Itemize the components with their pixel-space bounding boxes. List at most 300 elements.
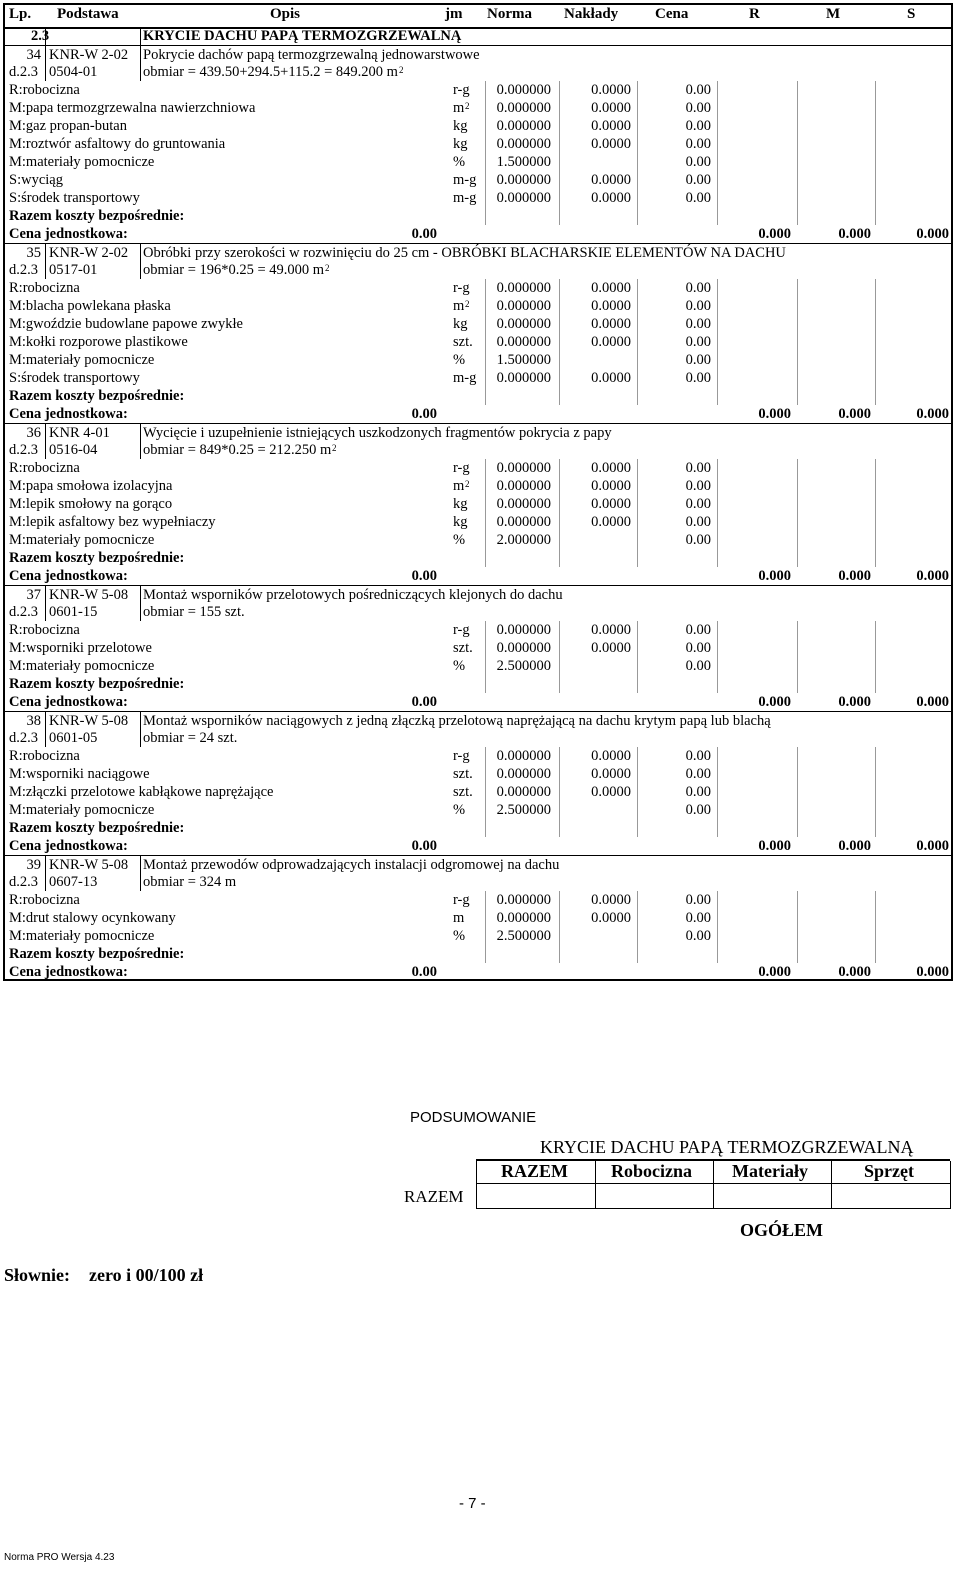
resource-row xyxy=(5,621,951,639)
position-row xyxy=(5,855,951,874)
resource-name: M:gaz propan-butan xyxy=(9,118,127,134)
resource-naklady: 0.0000 xyxy=(591,478,631,494)
resource-row xyxy=(5,333,951,351)
resource-norma: 0.000000 xyxy=(496,892,551,908)
column-divider xyxy=(875,891,876,963)
razem-label: Razem koszty bezpośrednie: xyxy=(9,946,185,962)
resource-unit: % xyxy=(453,658,466,674)
column-divider xyxy=(637,81,638,225)
resource-unit: r-g xyxy=(453,892,470,908)
resource-unit: % xyxy=(453,352,466,368)
resource-naklady: 0.0000 xyxy=(591,370,631,386)
resource-row xyxy=(5,315,951,333)
resource-naklady: 0.0000 xyxy=(591,280,631,296)
position-lp: 36 xyxy=(26,425,41,441)
resource-unit: m xyxy=(453,910,465,926)
resource-name: M:kołki rozporowe plastikowe xyxy=(9,334,188,350)
resource-name: M:materiały pomocnicze xyxy=(9,928,155,944)
header-cena: Cena xyxy=(655,6,689,22)
total-m: 0.000 xyxy=(838,838,871,854)
resource-unit: szt. xyxy=(453,334,473,350)
resource-cena: 0.00 xyxy=(685,316,711,332)
total-s: 0.000 xyxy=(916,406,949,422)
column-divider xyxy=(559,747,560,837)
resource-row xyxy=(5,153,951,171)
resource-naklady: 0.0000 xyxy=(591,82,631,98)
column-divider xyxy=(797,459,798,567)
summary-col-sprzet: Sprzęt xyxy=(864,1161,914,1181)
header-lp: Lp. xyxy=(9,6,32,22)
column-divider xyxy=(637,279,638,405)
total-s: 0.000 xyxy=(916,694,949,710)
position-obmiar-row xyxy=(5,603,951,621)
column-divider xyxy=(45,45,46,81)
resource-naklady: 0.0000 xyxy=(591,766,631,782)
resource-row xyxy=(5,927,951,945)
resource-norma: 0.000000 xyxy=(496,280,551,296)
resource-naklady: 0.0000 xyxy=(591,460,631,476)
cena-jednostkowa-label: Cena jednostkowa: xyxy=(9,838,128,854)
position-obmiar-row xyxy=(5,261,951,279)
table-header xyxy=(5,5,951,29)
razem-label: Razem koszty bezpośrednie: xyxy=(9,820,185,836)
resource-name: M:wsporniki przelotowe xyxy=(9,640,152,656)
resource-naklady: 0.0000 xyxy=(591,172,631,188)
resource-row xyxy=(5,351,951,369)
slownie-value: zero i 00/100 zł xyxy=(89,1265,204,1285)
header-opis: Opis xyxy=(270,6,301,22)
resource-unit: r-g xyxy=(453,460,470,476)
resource-cena: 0.00 xyxy=(685,910,711,926)
resource-norma: 0.000000 xyxy=(496,496,551,512)
resource-row xyxy=(5,189,951,207)
resource-cena: 0.00 xyxy=(685,100,711,116)
resource-row xyxy=(5,369,951,387)
position-dnum: d.2.3 xyxy=(9,874,38,890)
column-divider xyxy=(559,621,560,693)
resource-name: M:lepik smołowy na gorąco xyxy=(9,496,173,512)
total-s: 0.000 xyxy=(916,568,949,584)
resource-cena: 0.00 xyxy=(685,280,711,296)
resource-cena: 0.00 xyxy=(685,496,711,512)
position-dnum: d.2.3 xyxy=(9,64,38,80)
position-obmiar: obmiar = 324 m xyxy=(143,874,237,890)
total-s: 0.000 xyxy=(916,964,949,980)
resource-naklady: 0.0000 xyxy=(591,190,631,206)
position-podstawa: KNR 4-01 xyxy=(49,425,110,441)
program-version: Norma PRO Wersja 4.23 xyxy=(4,1552,115,1563)
position-podstawa: KNR-W 2-02 xyxy=(49,47,129,63)
resource-naklady: 0.0000 xyxy=(591,334,631,350)
resource-norma: 0.000000 xyxy=(496,334,551,350)
resource-naklady: 0.0000 xyxy=(591,316,631,332)
column-divider xyxy=(485,747,486,837)
resource-unit: szt. xyxy=(453,766,473,782)
resource-name: M:papa smołowa izolacyjna xyxy=(9,478,173,494)
cena-jednostkowa-label: Cena jednostkowa: xyxy=(9,568,128,584)
resource-row xyxy=(5,117,951,135)
resource-cena: 0.00 xyxy=(685,136,711,152)
column-divider xyxy=(485,459,486,567)
razem-row xyxy=(5,945,951,963)
resource-row xyxy=(5,297,951,315)
resource-norma: 0.000000 xyxy=(496,172,551,188)
resource-norma: 0.000000 xyxy=(496,460,551,476)
resource-row xyxy=(5,639,951,657)
resource-row xyxy=(5,513,951,531)
total-m: 0.000 xyxy=(838,694,871,710)
resource-name: M:złączki przelotowe kabłąkowe naprężające xyxy=(9,784,274,800)
position-row xyxy=(5,711,951,730)
resource-row xyxy=(5,81,951,99)
resource-name: M:drut stalowy ocynkowany xyxy=(9,910,176,926)
column-divider xyxy=(485,279,486,405)
resource-norma: 0.000000 xyxy=(496,514,551,530)
summary-col-robocizna: Robocizna xyxy=(611,1161,692,1181)
resource-name: R:robocizna xyxy=(9,82,80,98)
resource-row xyxy=(5,495,951,513)
position-obmiar: obmiar = 196*0.25 = 49.000 m xyxy=(143,262,325,278)
column-divider xyxy=(140,243,141,279)
resource-norma: 0.000000 xyxy=(496,136,551,152)
razem-row xyxy=(5,675,951,693)
position-podstawa: KNR-W 5-08 xyxy=(49,587,129,603)
position-description: Montaż wsporników przelotowych pośredniczących klejonych do dachu xyxy=(143,587,563,603)
resource-row xyxy=(5,765,951,783)
column-divider xyxy=(140,711,141,747)
razem-row xyxy=(5,207,951,225)
section-title: KRYCIE DACHU PAPĄ TERMOZGRZEWALNĄ xyxy=(143,28,462,44)
resource-unit: m xyxy=(453,478,465,494)
resource-norma: 0.000000 xyxy=(496,100,551,116)
position-podstawa: KNR-W 5-08 xyxy=(49,713,129,729)
total-r: 0.000 xyxy=(758,964,791,980)
resource-name: S:wyciąg xyxy=(9,172,63,188)
resource-unit: % xyxy=(453,928,466,944)
resource-cena: 0.00 xyxy=(685,802,711,818)
resource-name: M:papa termozgrzewalna nawierzchniowa xyxy=(9,100,256,116)
resource-row xyxy=(5,657,951,675)
header-podstawa: Podstawa xyxy=(57,6,119,22)
cena-jednostkowa-value: 0.00 xyxy=(411,838,437,854)
column-divider xyxy=(717,459,718,567)
resource-norma: 0.000000 xyxy=(496,298,551,314)
resource-cena: 0.00 xyxy=(685,892,711,908)
position-row xyxy=(5,585,951,604)
column-divider xyxy=(717,621,718,693)
resource-norma: 1.500000 xyxy=(496,352,551,368)
cena-jednostkowa-value: 0.00 xyxy=(411,226,437,242)
resource-norma: 1.500000 xyxy=(496,154,551,170)
position-obmiar-row xyxy=(5,63,951,81)
position-obmiar: obmiar = 849*0.25 = 212.250 m xyxy=(143,442,332,458)
razem-row xyxy=(5,819,951,837)
total-r: 0.000 xyxy=(758,838,791,854)
resource-cena: 0.00 xyxy=(685,298,711,314)
position-lp: 34 xyxy=(26,47,41,63)
obmiar-unit-superscript: 2 xyxy=(399,65,404,75)
resource-row xyxy=(5,477,951,495)
column-divider xyxy=(559,81,560,225)
column-divider xyxy=(875,81,876,225)
resource-name: R:robocizna xyxy=(9,622,80,638)
section-row xyxy=(5,27,951,45)
summary-section-title: KRYCIE DACHU PAPĄ TERMOZGRZEWALNĄ xyxy=(540,1137,914,1157)
resource-name: M:materiały pomocnicze xyxy=(9,352,155,368)
column-divider xyxy=(637,891,638,963)
column-divider xyxy=(45,855,46,891)
resource-unit: kg xyxy=(453,496,468,512)
resource-norma: 0.000000 xyxy=(496,118,551,134)
cena-jednostkowa-value: 0.00 xyxy=(411,406,437,422)
obmiar-unit-superscript: 2 xyxy=(325,263,330,273)
resource-unit: m-g xyxy=(453,190,477,206)
resource-norma: 2.500000 xyxy=(496,928,551,944)
razem-label: Razem koszty bezpośrednie: xyxy=(9,676,185,692)
resource-naklady: 0.0000 xyxy=(591,100,631,116)
column-divider xyxy=(717,81,718,225)
resource-naklady: 0.0000 xyxy=(591,298,631,314)
summary-heading: PODSUMOWANIE xyxy=(410,1109,537,1126)
cena-jednostkowa-label: Cena jednostkowa: xyxy=(9,406,128,422)
position-obmiar: obmiar = 439.50+294.5+115.2 = 849.200 m xyxy=(143,64,398,80)
column-divider xyxy=(45,27,46,45)
resource-cena: 0.00 xyxy=(685,928,711,944)
column-divider xyxy=(717,279,718,405)
resource-name: M:blacha powlekana płaska xyxy=(9,298,171,314)
resource-norma: 0.000000 xyxy=(496,748,551,764)
position-obmiar-row xyxy=(5,873,951,891)
cena-jednostkowa-row xyxy=(5,693,951,711)
resource-row xyxy=(5,747,951,765)
position-lp: 38 xyxy=(26,713,41,729)
column-divider xyxy=(875,621,876,693)
position-podstawa-code: 0601-15 xyxy=(49,604,98,620)
column-divider xyxy=(45,585,46,621)
resource-name: R:robocizna xyxy=(9,892,80,908)
column-divider xyxy=(797,279,798,405)
position-description: Obróbki przy szerokości w rozwinięciu do 25 cm - OBRÓBKI BLACHARSKIE ELEMENTÓW NA DACHU xyxy=(143,245,786,261)
resource-norma: 0.000000 xyxy=(496,190,551,206)
resource-unit: szt. xyxy=(453,784,473,800)
resource-cena: 0.00 xyxy=(685,640,711,656)
column-divider xyxy=(485,891,486,963)
cena-jednostkowa-label: Cena jednostkowa: xyxy=(9,964,128,980)
column-divider xyxy=(875,747,876,837)
summary-table xyxy=(476,1161,951,1209)
position-podstawa: KNR-W 5-08 xyxy=(49,857,129,873)
total-r: 0.000 xyxy=(758,568,791,584)
resource-cena: 0.00 xyxy=(685,460,711,476)
header-r: R xyxy=(749,6,760,22)
unit-superscript: 2 xyxy=(465,101,470,111)
cena-jednostkowa-label: Cena jednostkowa: xyxy=(9,226,128,242)
resource-cena: 0.00 xyxy=(685,370,711,386)
position-obmiar: obmiar = 24 szt. xyxy=(143,730,238,746)
resource-row xyxy=(5,891,951,909)
razem-row xyxy=(5,549,951,567)
resource-name: R:robocizna xyxy=(9,748,80,764)
resource-row xyxy=(5,135,951,153)
column-divider xyxy=(875,279,876,405)
column-divider xyxy=(797,891,798,963)
resource-cena: 0.00 xyxy=(685,82,711,98)
total-m: 0.000 xyxy=(838,964,871,980)
resource-unit: kg xyxy=(453,316,468,332)
resource-naklady: 0.0000 xyxy=(591,622,631,638)
column-divider xyxy=(140,27,141,45)
resource-cena: 0.00 xyxy=(685,766,711,782)
column-divider xyxy=(485,81,486,225)
column-divider xyxy=(559,459,560,567)
cena-jednostkowa-value: 0.00 xyxy=(411,964,437,980)
position-description: Montaż wsporników naciągowych z jedną złączką przelotową naprężającą na dachu krytym papą lub blachą xyxy=(143,713,771,729)
column-divider xyxy=(559,891,560,963)
column-divider xyxy=(140,423,141,459)
column-divider xyxy=(717,891,718,963)
position-lp: 37 xyxy=(26,587,41,603)
resource-unit: m-g xyxy=(453,370,477,386)
resource-cena: 0.00 xyxy=(685,118,711,134)
cena-jednostkowa-row xyxy=(5,567,951,585)
column-divider xyxy=(637,621,638,693)
resource-norma: 0.000000 xyxy=(496,82,551,98)
razem-label: Razem koszty bezpośrednie: xyxy=(9,208,185,224)
position-description: Pokrycie dachów papą termozgrzewalną jednowarstwowe xyxy=(143,47,480,63)
resource-name: S:środek transportowy xyxy=(9,190,140,206)
position-podstawa: KNR-W 2-02 xyxy=(49,245,129,261)
position-podstawa-code: 0516-04 xyxy=(49,442,98,458)
resource-cena: 0.00 xyxy=(685,172,711,188)
unit-superscript: 2 xyxy=(465,479,470,489)
resource-name: M:materiały pomocnicze xyxy=(9,802,155,818)
column-divider xyxy=(717,747,718,837)
position-dnum: d.2.3 xyxy=(9,262,38,278)
resource-name: R:robocizna xyxy=(9,460,80,476)
column-divider xyxy=(875,459,876,567)
cena-jednostkowa-label: Cena jednostkowa: xyxy=(9,694,128,710)
resource-unit: m xyxy=(453,298,465,314)
resource-cena: 0.00 xyxy=(685,532,711,548)
column-divider xyxy=(797,81,798,225)
resource-name: M:gwoździe budowlane papowe zwykłe xyxy=(9,316,243,332)
resource-unit: % xyxy=(453,802,466,818)
total-s: 0.000 xyxy=(916,838,949,854)
resource-norma: 0.000000 xyxy=(496,478,551,494)
resource-name: M:lepik asfaltowy bez wypełniaczy xyxy=(9,514,216,530)
summary-row-label: RAZEM xyxy=(404,1187,464,1206)
column-divider xyxy=(140,45,141,81)
resource-name: M:roztwór asfaltowy do gruntowania xyxy=(9,136,226,152)
total-r: 0.000 xyxy=(758,406,791,422)
resource-naklady: 0.0000 xyxy=(591,136,631,152)
resource-row xyxy=(5,459,951,477)
column-divider xyxy=(45,243,46,279)
resource-naklady: 0.0000 xyxy=(591,892,631,908)
resource-name: M:materiały pomocnicze xyxy=(9,658,155,674)
column-divider xyxy=(45,711,46,747)
cena-jednostkowa-row xyxy=(5,837,951,855)
resource-cena: 0.00 xyxy=(685,190,711,206)
cost-estimate-table xyxy=(3,3,953,981)
resource-unit: r-g xyxy=(453,82,470,98)
summary-col-razem: RAZEM xyxy=(501,1161,568,1181)
resource-row xyxy=(5,531,951,549)
summary-ogolem: OGÓŁEM xyxy=(740,1220,824,1240)
resource-name: M:materiały pomocnicze xyxy=(9,532,155,548)
slownie-label: Słownie: xyxy=(4,1265,71,1285)
header-naklady: Nakłady xyxy=(564,6,619,22)
column-divider xyxy=(485,621,486,693)
resource-norma: 0.000000 xyxy=(496,784,551,800)
cena-jednostkowa-row xyxy=(5,963,951,981)
resource-cena: 0.00 xyxy=(685,784,711,800)
cena-jednostkowa-value: 0.00 xyxy=(411,568,437,584)
resource-cena: 0.00 xyxy=(685,748,711,764)
resource-row xyxy=(5,279,951,297)
resource-cena: 0.00 xyxy=(685,154,711,170)
section-number: 2.3 xyxy=(31,28,50,44)
resource-name: S:środek transportowy xyxy=(9,370,140,386)
resource-cena: 0.00 xyxy=(685,352,711,368)
resource-naklady: 0.0000 xyxy=(591,784,631,800)
razem-label: Razem koszty bezpośrednie: xyxy=(9,550,185,566)
cena-jednostkowa-row xyxy=(5,405,951,423)
resource-cena: 0.00 xyxy=(685,478,711,494)
resource-unit: kg xyxy=(453,136,468,152)
position-obmiar-row xyxy=(5,441,951,459)
resource-norma: 0.000000 xyxy=(496,766,551,782)
position-lp: 35 xyxy=(26,245,41,261)
position-row xyxy=(5,423,951,442)
resource-unit: m-g xyxy=(453,172,477,188)
razem-row xyxy=(5,387,951,405)
total-r: 0.000 xyxy=(758,226,791,242)
resource-norma: 2.500000 xyxy=(496,802,551,818)
position-description: Montaż przewodów odprowadzających instalacji odgromowej na dachu xyxy=(143,857,560,873)
position-dnum: d.2.3 xyxy=(9,730,38,746)
position-row xyxy=(5,45,951,64)
razem-label: Razem koszty bezpośrednie: xyxy=(9,388,185,404)
summary-col-materialy: Materiały xyxy=(732,1161,808,1181)
position-dnum: d.2.3 xyxy=(9,604,38,620)
total-r: 0.000 xyxy=(758,694,791,710)
resource-norma: 0.000000 xyxy=(496,370,551,386)
resource-unit: m xyxy=(453,100,465,116)
total-s: 0.000 xyxy=(916,226,949,242)
total-m: 0.000 xyxy=(838,406,871,422)
resource-cena: 0.00 xyxy=(685,514,711,530)
resource-name: R:robocizna xyxy=(9,280,80,296)
resource-naklady: 0.0000 xyxy=(591,514,631,530)
position-dnum: d.2.3 xyxy=(9,442,38,458)
resource-unit: % xyxy=(453,154,466,170)
position-podstawa-code: 0504-01 xyxy=(49,64,98,80)
resource-cena: 0.00 xyxy=(685,658,711,674)
resource-unit: r-g xyxy=(453,622,470,638)
header-s: S xyxy=(907,6,916,22)
resource-row xyxy=(5,171,951,189)
obmiar-unit-superscript: 2 xyxy=(332,443,337,453)
header-norma: Norma xyxy=(487,6,532,22)
resource-name: M:materiały pomocnicze xyxy=(9,154,155,170)
resource-naklady: 0.0000 xyxy=(591,640,631,656)
cena-jednostkowa-row xyxy=(5,225,951,243)
column-divider xyxy=(559,279,560,405)
resource-row xyxy=(5,783,951,801)
resource-naklady: 0.0000 xyxy=(591,118,631,134)
resource-row xyxy=(5,99,951,117)
